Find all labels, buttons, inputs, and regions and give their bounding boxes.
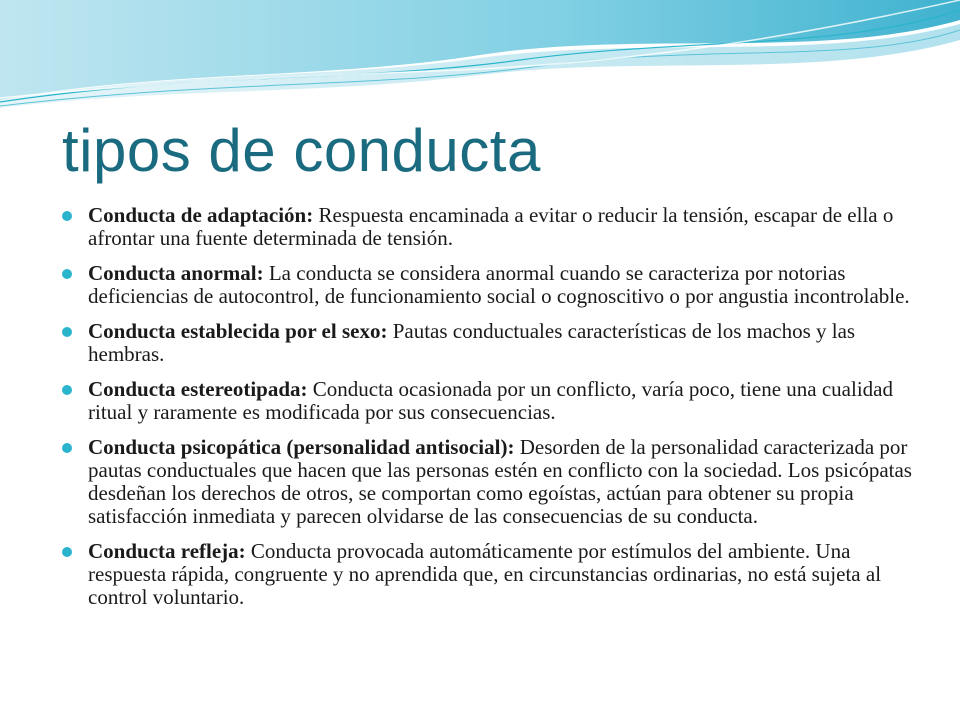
list-item (60, 436, 920, 528)
bullet-icon (62, 385, 72, 395)
bullet-icon (62, 211, 72, 221)
bullet-icon (62, 327, 72, 337)
list-item-term: Conducta anormal: (88, 261, 264, 285)
list-item-text: Pautas conductuales características de los machos y las hembras. (88, 319, 856, 366)
list-item-term: Conducta establecida por el sexo: (88, 319, 388, 343)
list-item (60, 540, 920, 609)
list-item (60, 262, 920, 308)
list-item-term: Conducta refleja: (88, 539, 246, 563)
bullet-icon (62, 547, 72, 557)
list-item-text: La conducta se considera anormal cuando se caracteriza por notorias deficiencias de autocontrol, de funcionamiento social o cognoscitivo o por angustia incontrolable. (88, 261, 910, 308)
list-item-term: Conducta psicopática (personalidad antisocial): (88, 435, 515, 459)
list-item (60, 320, 920, 366)
list-item-text: Conducta ocasionada por un conflicto, varía poco, tiene una cualidad ritual y raramente es modificada por sus consecuencias. (88, 377, 893, 424)
bullet-icon (62, 443, 72, 453)
bullet-icon (62, 269, 72, 279)
list-item-text: Respuesta encaminada a evitar o reducir la tensión, escapar de ella o afrontar una fuente determinada de tensión. (88, 203, 894, 250)
list-item-text: Desorden de la personalidad caracterizada por pautas conductuales que hacen que las personas estén en conflicto con la sociedad. Los psicópatas desdeñan los derechos de otros, se comportan como egoístas, actúan para obtener su propia satisfacción inmediata y parecen olvidarse de las consecuencias de su conducta. (88, 435, 912, 528)
list-item (60, 204, 920, 250)
list-item-term: Conducta estereotipada: (88, 377, 308, 401)
header-wave-decoration (0, 0, 960, 120)
list-item-text: Conducta provocada automáticamente por estímulos del ambiente. Una respuesta rápida, congruente y no aprendida que, en circunstancias ordinarias, no está sujeta al control voluntario. (88, 539, 882, 609)
list-item-term: Conducta de adaptación: (88, 203, 314, 227)
list-item (60, 378, 920, 424)
slide-title: tipos de conducta (62, 117, 541, 184)
definition-list (60, 204, 920, 621)
